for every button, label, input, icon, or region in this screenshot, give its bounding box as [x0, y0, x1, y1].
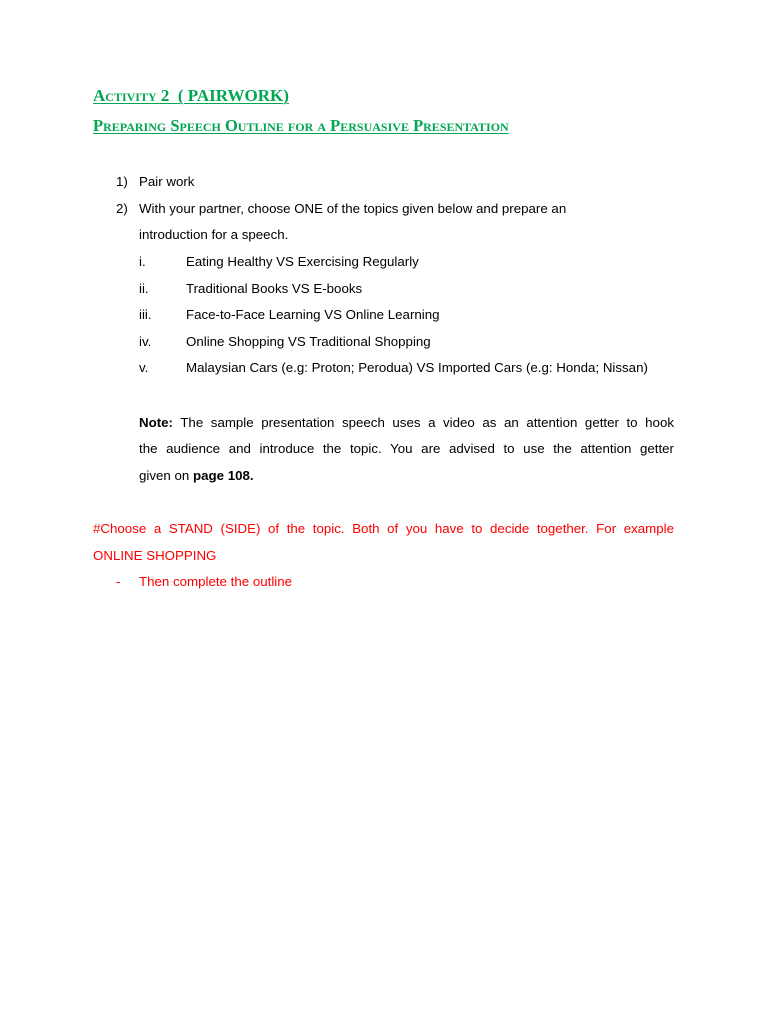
- note-period: .: [249, 468, 254, 483]
- instruction-line-2: ONLINE SHOPPING: [93, 548, 217, 563]
- topic-3-number: iii.: [139, 307, 152, 322]
- topic-5-text: Malaysian Cars (e.g: Proton; Perodua) VS Imported Cars (e.g: Honda; Nissan): [186, 360, 648, 375]
- note-text-1: The sample presentation speech uses a video as an attention getter to hook: [180, 415, 674, 430]
- activity-number: Activity 2: [93, 86, 170, 105]
- step-1-text: Pair work: [139, 174, 195, 189]
- note-label: Note:: [139, 415, 173, 430]
- topic-4-text: Online Shopping VS Traditional Shopping: [186, 334, 431, 349]
- instruction-line-1: #Choose a STAND (SIDE) of the topic. Both of you have to decide together. For example: [93, 521, 674, 536]
- note-line-2: the audience and introduce the topic. You are advised to use the attention getter: [139, 441, 674, 456]
- activity-type: ( PAIRWORK): [177, 86, 289, 105]
- activity-title: [93, 86, 289, 106]
- topic-2-text: Traditional Books VS E-books: [186, 281, 363, 296]
- topic-5-number: v.: [139, 360, 149, 375]
- topic-3-text: Face-to-Face Learning VS Online Learning: [186, 307, 440, 322]
- step-2-text-line2: introduction for a speech.: [139, 227, 289, 242]
- topic-4-number: iv.: [139, 334, 152, 349]
- step-2-text-line1: With your partner, choose ONE of the topics given below and prepare an: [139, 201, 567, 216]
- topic-1-number: i.: [139, 254, 146, 269]
- note-text-3: given on: [139, 468, 190, 483]
- instruction-bullet-text: Then complete the outline: [139, 574, 293, 589]
- note-line-3: [139, 467, 254, 485]
- step-1-number: 1): [116, 174, 128, 189]
- instruction-bullet: -: [116, 574, 121, 589]
- topic-1-text: Eating Healthy VS Exercising Regularly: [186, 254, 419, 269]
- note-line-1: [139, 414, 674, 432]
- topic-2-number: ii.: [139, 281, 149, 296]
- activity-subtitle: Preparing Speech Outline for a Persuasive Presentation: [93, 116, 509, 135]
- note-page-ref: page 108: [192, 468, 250, 483]
- step-2-number: 2): [116, 201, 128, 216]
